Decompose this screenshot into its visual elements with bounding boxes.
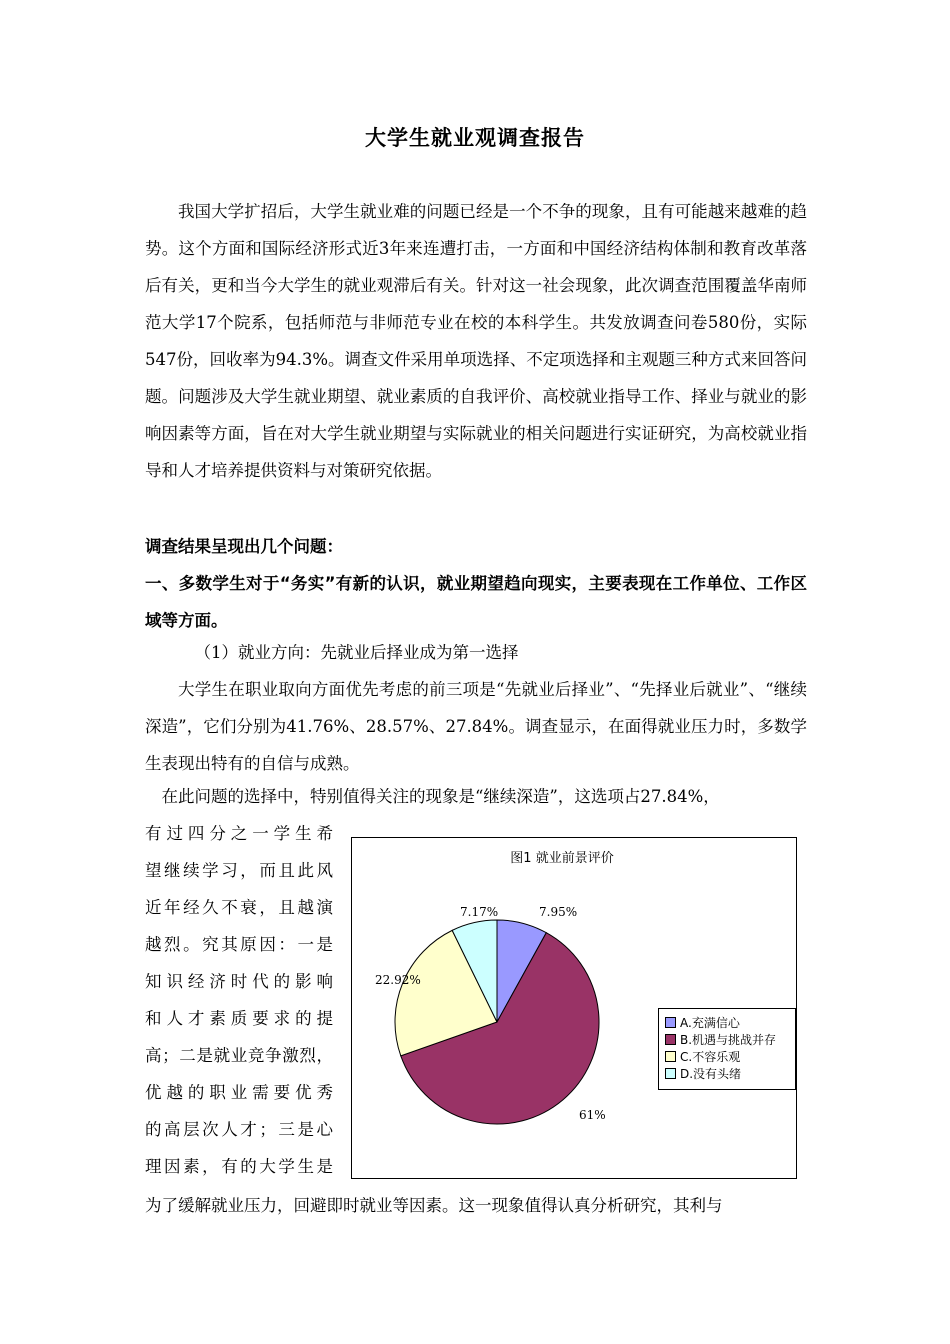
intro-paragraph: 我国大学扩招后，大学生就业难的问题已经是一个不争的现象，且有可能越来越难的趋势。这个方面和国际经济形式近3年来连遭打击，一方面和中国经济结构体制和教育改革落后有关，更和当今大学生的就业观滞后有关。针对这一社会现象，此次调查范围覆盖华南师范大学17个院系，包括师范与非师范专业在校的本科学生。共发放调查问卷580份，实际547份，回收率为94.3%。调查文件采用单项选择、不定项选择和主观题三种方式来回答问题。问题涉及大学生就业期望、就业素质的自我评价、高校就业指导工作、择业与就业的影响因素等方面，旨在对大学生就业期望与实际就业的相关问题进行实证研究，为高校就业指导和人才培养提供资料与对策研究依据。	[145, 202, 807, 480]
para2: 大学生在职业取向方面优先考虑的前三项是“先就业后择业”、“先择业后就业”、“继续深造”，它们分别为41.76%、28.57%、27.84%。调查显示，在面得就业压力时，多数学生表现出特有的自信与成熟。	[145, 680, 807, 773]
legend-label: D.没有头绪	[680, 1067, 742, 1081]
wrap-line: 和人才素质要求的提	[145, 1009, 333, 1028]
para3-first-line: 在此问题的选择中，特别值得关注的现象是“继续深造”，这选项占27.84%，	[161, 787, 720, 806]
legend-label: A.充满信心	[680, 1016, 740, 1030]
legend-swatch	[665, 1068, 676, 1079]
legend-item	[665, 1031, 795, 1048]
wrap-line: 高；二是就业竞争激烈，	[145, 1046, 333, 1065]
legend-swatch	[665, 1017, 676, 1028]
pie-chart-figure	[351, 837, 797, 1179]
document-title: 大学生就业观调查报告	[365, 126, 585, 150]
section1-heading: 一、多数学生对于“务实”有新的认识，就业期望趋向现实，主要表现在工作单位、工作区域等方面。	[145, 574, 807, 630]
pie-value-label: 7.95%	[539, 905, 578, 919]
pie-value-label: 7.17%	[460, 905, 499, 919]
pie-slices	[395, 920, 599, 1124]
wrap-line: 近年经久不衰，且越演	[145, 898, 333, 917]
legend-swatch	[665, 1034, 676, 1045]
wrap-line: 的高层次人才；三是心	[145, 1120, 333, 1139]
wrap-line: 望继续学习，而且此风	[145, 861, 333, 880]
legend-item	[665, 1065, 795, 1082]
chart-title: 图1 就业前景评价	[510, 851, 614, 866]
para3-last-line: 为了缓解就业压力，回避即时就业等因素。这一现象值得认真分析研究，其利与	[145, 1196, 723, 1215]
wrap-line: 理因素，有的大学生是	[145, 1157, 333, 1176]
wrap-line: 优越的职业需要优秀	[145, 1083, 333, 1102]
sub1-heading: （1）就业方向：先就业后择业成为第一选择	[194, 643, 519, 662]
legend-item	[665, 1048, 795, 1065]
pie-value-label: 22.92%	[375, 973, 421, 987]
results-heading: 调查结果呈现出几个问题：	[145, 537, 343, 556]
legend-label: C.不容乐观	[680, 1050, 741, 1064]
wrap-line: 越烈。究其原因：一是	[145, 935, 333, 954]
wrap-line: 有过四分之一学生希	[145, 824, 333, 843]
legend-label: B.机遇与挑战并存	[680, 1033, 777, 1047]
wrap-line: 知识经济时代的影响	[145, 972, 333, 991]
legend-swatch	[665, 1051, 676, 1062]
pie-value-label: 61%	[579, 1108, 606, 1122]
wrapped-text-column	[145, 815, 333, 1185]
legend-item	[665, 1014, 795, 1031]
chart-legend	[658, 1008, 796, 1090]
